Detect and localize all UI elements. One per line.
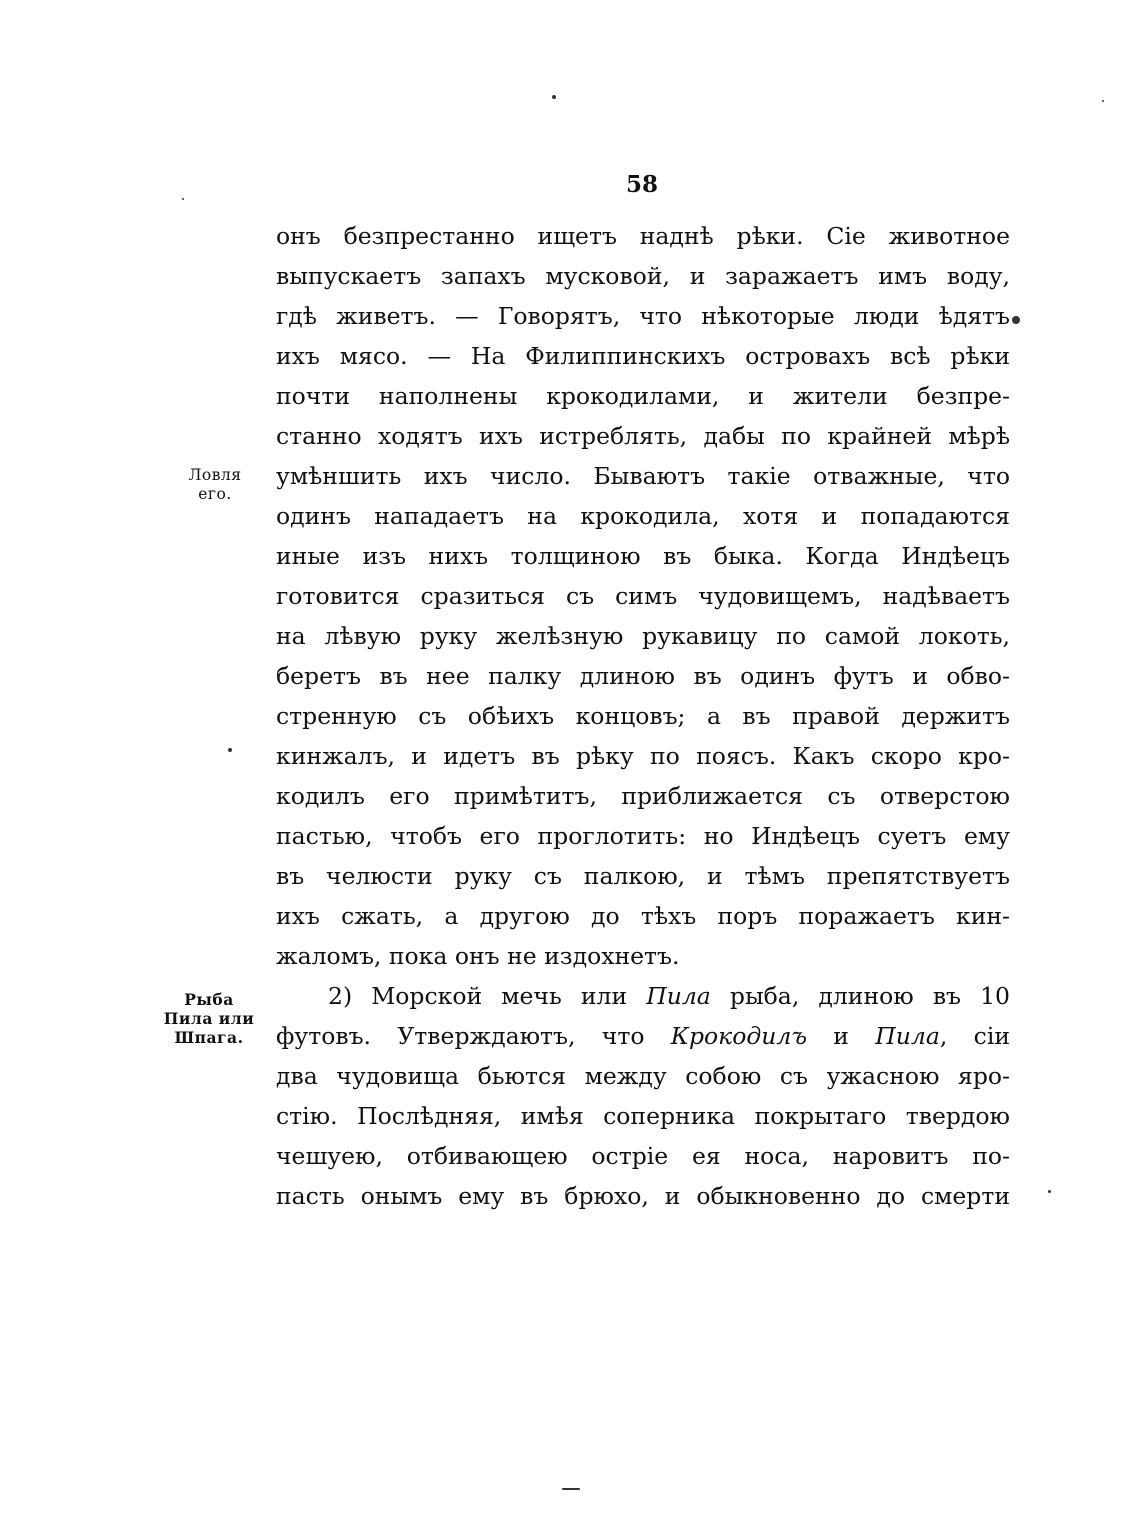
italic-term: Крокодилъ (670, 1022, 807, 1050)
text-line: чешуею, отбивающею остріе ея носа, наровитъ по- (276, 1142, 1010, 1170)
text-line: иные изъ нихъ толщиною въ быка. Когда Индѣецъ (276, 542, 1010, 570)
text-segment: и (807, 1022, 876, 1050)
scan-speck (1102, 100, 1104, 102)
text-line: въ челюсти руку съ палкою, и тѣмъ препятствуетъ (276, 862, 1010, 890)
text-line: готовится сразиться съ симъ чудовищемъ, надѣваетъ (276, 582, 1010, 610)
margin-note-line: Пила или (163, 1009, 255, 1028)
text-line: одинъ нападаетъ на крокодила, хотя и попадаются (276, 502, 1010, 530)
text-line: два чудовища бьются между собою съ ужасною яро- (276, 1062, 1010, 1090)
scan-speck (228, 748, 232, 752)
text-segment: 2) Морской мечь или (328, 982, 647, 1010)
text-segment: , сіи (939, 1022, 1010, 1050)
scan-speck (562, 1488, 580, 1490)
text-line: кинжалъ, и идетъ въ рѣку по поясъ. Какъ скоро кро- (276, 742, 1010, 770)
text-line: выпускаетъ запахъ мусковой, и заражаетъ имъ воду, (276, 262, 1010, 290)
text-line: онъ безпрестанно ищетъ наднѣ рѣки. Сіе животное (276, 222, 1010, 250)
text-line: станно ходятъ ихъ истреблять, дабы по крайней мѣрѣ (276, 422, 1010, 450)
scan-speck (552, 95, 556, 99)
italic-term: Пила (875, 1022, 940, 1050)
margin-note-catching (170, 466, 260, 504)
text-line: стренную съ обѣихъ концовъ; а въ правой держитъ (276, 702, 1010, 730)
scan-speck (1012, 316, 1020, 324)
text-line: умѣншить ихъ число. Бываютъ такіе отважные, что (276, 462, 1010, 490)
margin-note-line: Ловля (188, 466, 242, 484)
text-line: беретъ въ нее палку длиною въ одинъ футъ и обво- (276, 662, 1010, 690)
page-number: 58 (626, 171, 659, 198)
text-line: кодилъ его примѣтитъ, приближается съ отверстою (276, 782, 1010, 810)
body-text (276, 216, 1010, 1216)
text-line: гдѣ живетъ. — Говорятъ, что нѣкоторые люди ѣдятъ (276, 302, 1010, 330)
text-segment: футовъ. Утверждаютъ, что (276, 1022, 671, 1050)
text-line: почти наполнены крокодилами, и жители безпре- (276, 382, 1010, 410)
scan-speck (182, 198, 184, 200)
paragraph-2-line-2 (276, 1016, 1010, 1056)
paragraph-2-line-1 (276, 976, 1010, 1016)
margin-note-sawfish (154, 990, 264, 1047)
italic-term: Пила (646, 982, 711, 1010)
margin-note-line: Рыба (184, 990, 234, 1009)
margin-note-line: его. (198, 485, 232, 503)
scan-speck (1048, 1190, 1051, 1193)
text-line: стію. Послѣдняя, имѣя соперника покрытаго твердою (276, 1102, 1010, 1130)
text-segment: рыба, длиною въ 10 (710, 982, 1010, 1010)
text-line: пастью, чтобъ его проглотить: но Индѣецъ суетъ ему (276, 822, 1010, 850)
text-line: на лѣвую руку желѣзную рукавицу по самой локоть, (276, 622, 1010, 650)
text-line: ихъ мясо. — На Филиппинскихъ островахъ всѣ рѣки (276, 342, 1010, 370)
text-line: жаломъ, пока онъ не издохнетъ. (276, 942, 680, 970)
text-line: ихъ сжать, а другою до тѣхъ поръ поражаетъ кин- (276, 902, 1010, 930)
text-line: пасть онымъ ему въ брюхо, и обыкновенно до смерти (276, 1182, 1010, 1210)
margin-note-line: Шпага. (174, 1028, 244, 1047)
